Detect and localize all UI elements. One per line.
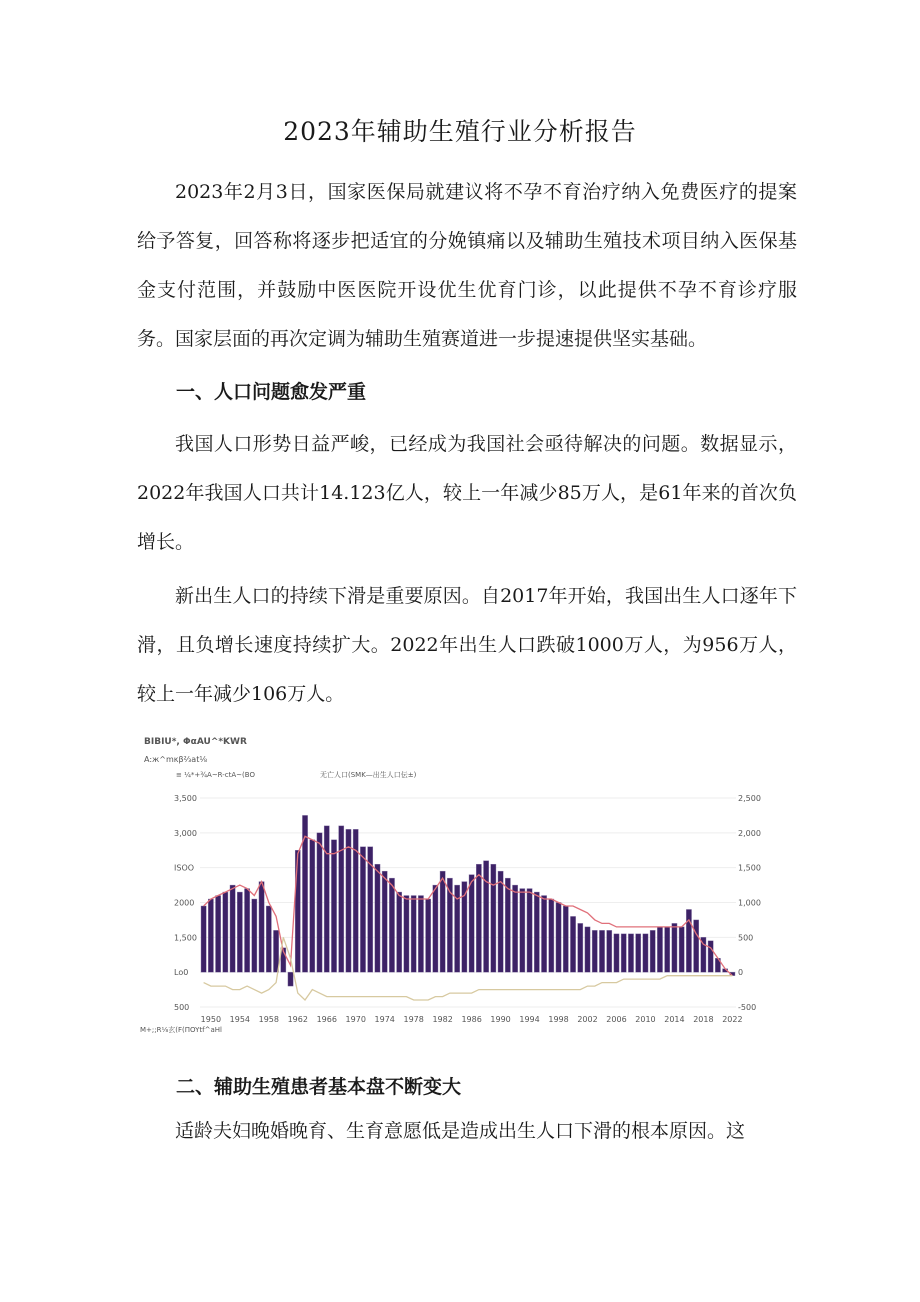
chart-x-tick-label: 1994: [519, 1015, 540, 1024]
chart-bar: [694, 920, 699, 972]
chart-bar: [273, 930, 278, 972]
chart-bar: [527, 889, 532, 973]
chart-bar: [628, 934, 633, 972]
chart-bar: [650, 930, 655, 972]
chart-bar: [520, 889, 525, 973]
chart-bar: [339, 826, 344, 972]
chart-right-tick-label: 500: [738, 933, 754, 943]
chart-x-tick-label: 1982: [432, 1015, 453, 1024]
chart-bar: [563, 906, 568, 972]
chart-x-tick-label: 1970: [345, 1015, 366, 1024]
chart-right-tick-label: 1,500: [738, 863, 761, 873]
chart-bar: [208, 899, 213, 972]
chart-bar: [599, 930, 604, 972]
chart-bar: [512, 885, 517, 972]
chart-x-tick-label: 2018: [693, 1015, 714, 1024]
chart-x-tick-label: 1998: [548, 1015, 569, 1024]
chart-bar: [302, 815, 307, 972]
section-1-paragraph-1: 我国人口形势日益严峻，已经成为我国社会亟待解决的问题。数据显示，2022年我国人口共计14.123亿人，较上一年减少85万人，是61年来的首次负增长。: [137, 433, 797, 553]
chart-bar: [549, 899, 554, 972]
chart-bar: [708, 941, 713, 972]
chart-bar: [491, 864, 496, 972]
chart-bar: [556, 903, 561, 973]
chart-bar: [505, 878, 510, 972]
chart-bar: [614, 934, 619, 972]
chart-bar: [389, 878, 394, 972]
chart-bar: [237, 892, 242, 972]
chart-bar: [592, 930, 597, 972]
chart-left-tick-label: 500: [174, 1003, 190, 1012]
chart-bar: [578, 923, 583, 972]
chart-bar: [498, 871, 503, 972]
chart-title: BIBIU*, ΦαAU^*KWR: [144, 737, 247, 747]
chart-gridlines: [200, 798, 736, 1007]
chart-bar: [382, 871, 387, 972]
chart-x-tick-label: 1962: [287, 1015, 308, 1024]
chart-bar: [476, 864, 481, 972]
chart-x-tick-label: 1978: [403, 1015, 424, 1024]
chart-subtitle: A:ж^mκβ⅔at⅛: [144, 755, 208, 764]
chart-bar: [418, 896, 423, 973]
chart-bar: [686, 909, 691, 972]
chart-bar: [295, 850, 300, 972]
chart-right-tick-label: 1,000: [738, 898, 761, 908]
chart-left-tick-label: 3,500: [174, 794, 197, 803]
chart-svg: [140, 730, 780, 1040]
chart-bar: [223, 892, 228, 972]
chart-bar: [621, 934, 626, 972]
chart-x-tick-label: 1950: [200, 1015, 222, 1024]
chart-bar: [657, 927, 662, 972]
chart-x-tick-label: 1954: [229, 1015, 251, 1024]
chart-source: M+;;R⅛玄(F(ΠOYtf^aHl: [140, 1026, 222, 1034]
chart-bar: [310, 840, 315, 972]
chart-right-tick-label: 2,500: [738, 794, 761, 803]
chart-left-tick-label: ISOO: [174, 863, 195, 873]
chart-x-tick-label: 1990: [490, 1015, 511, 1024]
chart-x-tick-label: 2022: [722, 1015, 743, 1024]
population-chart: [140, 730, 780, 1040]
chart-right-tick-label: 2,000: [738, 828, 761, 838]
section-2-heading: 二、辅助生殖患者基本盘不断变大: [176, 1076, 462, 1098]
chart-bar: [411, 896, 416, 973]
chart-left-tick-label: 1,500: [174, 933, 197, 943]
chart-bar: [665, 927, 670, 972]
chart-bar: [426, 899, 431, 972]
chart-x-tick-label: 2014: [664, 1015, 685, 1024]
section-1-heading: 一、人口问题愈发严重: [176, 381, 367, 403]
chart-bar: [570, 916, 575, 972]
chart-bar: [259, 882, 264, 973]
document-title: 2023年辅助生殖行业分析报告: [283, 117, 637, 146]
chart-x-tick-label: 1966: [316, 1015, 337, 1024]
chart-bar: [484, 861, 489, 972]
chart-bar: [317, 833, 322, 972]
chart-bar: [324, 826, 329, 972]
chart-bar: [679, 927, 684, 972]
chart-bar: [346, 829, 351, 972]
chart-left-tick-label: Lo0: [174, 968, 189, 978]
chart-bar: [360, 847, 365, 972]
chart-x-tick-label: 1974: [374, 1015, 395, 1024]
chart-bar: [230, 885, 235, 972]
chart-bar: [397, 892, 402, 972]
chart-x-tick-label: 1986: [461, 1015, 482, 1024]
chart-bar: [607, 930, 612, 972]
chart-bar: [288, 972, 293, 986]
chart-bar: [331, 840, 336, 972]
chart-bar: [216, 896, 221, 973]
chart-bar: [469, 875, 474, 973]
chart-bar: [643, 934, 648, 972]
chart-legend-line: 无亡人口(SMK—出生人口伝±): [320, 771, 417, 779]
chart-bar: [541, 896, 546, 973]
section-2-paragraph-1: 适龄夫妇晚婚晚育、生育意愿低是造成出生人口下滑的根本原因。这: [175, 1120, 746, 1142]
section-1-paragraph-2: 新出生人口的持续下滑是重要原因。自2017年开始，我国出生人口逐年下滑，且负增长速度持续扩大。2022年出生人口跌破1000万人，为956万人，较上一年减少106万人。: [137, 585, 797, 705]
chart-left-tick-label: 2000: [174, 898, 195, 908]
chart-bar: [404, 896, 409, 973]
chart-lines: [204, 836, 733, 1000]
chart-bar: [266, 906, 271, 972]
chart-x-tick-label: 2010: [635, 1015, 656, 1024]
chart-x-tick-label: 2006: [606, 1015, 627, 1024]
chart-right-tick-label: 0: [738, 968, 744, 978]
chart-bar: [433, 885, 438, 972]
chart-bar: [375, 864, 380, 972]
chart-bar: [201, 906, 206, 972]
chart-left-tick-label: 3,000: [174, 828, 197, 838]
chart-x-tick-label: 1958: [258, 1015, 279, 1024]
chart-bars: [201, 815, 735, 986]
intro-paragraph: 2023年2月3日，国家医保局就建议将不孕不育治疗纳入免费医疗的提案给予答复，回答称将逐步把适宜的分娩镇痛以及辅助生殖技术项目纳入医保基金支付范围，并鼓励中医医院开设优生优育门诊，以此提供不孕不育诊疗服务。国家层面的再次定调为辅助生殖赛道进一步提速提供坚实基础。: [137, 181, 797, 350]
chart-bar: [585, 927, 590, 972]
chart-legend-bar: ≡ ¼*+¾A~R-ctA~(BO: [176, 771, 255, 779]
chart-bar: [672, 923, 677, 972]
chart-right-tick-label: -500: [738, 1003, 757, 1012]
chart-bar: [636, 934, 641, 972]
chart-bar: [534, 892, 539, 972]
chart-bar: [440, 871, 445, 972]
chart-x-tick-label: 2002: [577, 1015, 598, 1024]
chart-bar: [244, 889, 249, 973]
chart-bar: [252, 899, 257, 972]
